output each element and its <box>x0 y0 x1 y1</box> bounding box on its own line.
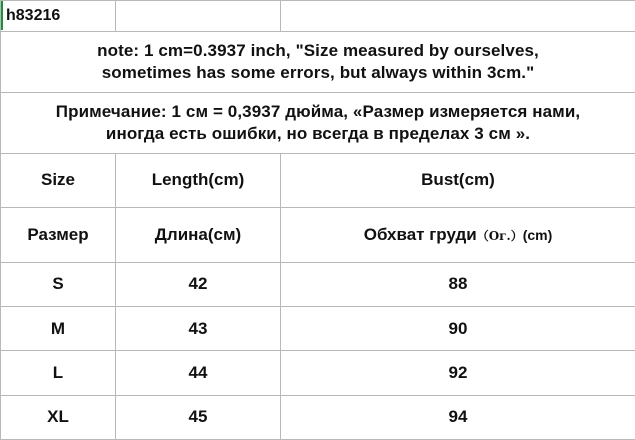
header-bust: Bust(cm) <box>281 153 635 208</box>
product-code: h83216 <box>6 6 61 24</box>
header-ru-size: Размер <box>1 208 116 263</box>
note-en-line-2: sometimes has some errors, but always within 3cm." <box>101 62 535 82</box>
bust-cell: 90 <box>281 307 635 351</box>
header-length: Length(cm) <box>116 153 281 208</box>
size-cell: XL <box>1 395 116 439</box>
header-ru-bust <box>281 208 635 263</box>
size-cell: S <box>1 262 116 306</box>
cell-selection-marker <box>1 1 3 30</box>
table-row <box>1 262 635 306</box>
size-cell: M <box>1 307 116 351</box>
length-cell: 44 <box>116 351 281 395</box>
header-ru-row <box>1 208 635 263</box>
note-en-line-1: note: 1 cm=0.3937 inch, "Size measured by ourselves, <box>97 40 539 60</box>
table-row <box>1 351 635 395</box>
bust-cell: 92 <box>281 351 635 395</box>
header-en-row <box>1 153 635 208</box>
product-code-cell <box>1 1 116 32</box>
size-cell: L <box>1 351 116 395</box>
header-size: Size <box>1 153 116 208</box>
table-row <box>1 395 635 439</box>
length-cell: 43 <box>116 307 281 351</box>
empty-cell <box>116 1 281 32</box>
length-cell: 42 <box>116 262 281 306</box>
header-ru-bust-abbr: （Ог.） <box>476 228 523 243</box>
table-row <box>1 307 635 351</box>
note-ru-line-1: Примечание: 1 см = 0,3937 дюйма, «Размер измеряется нами, <box>55 101 581 121</box>
note-ru-cell <box>1 92 635 153</box>
product-code-row <box>1 1 635 32</box>
header-ru-bust-unit: (cm) <box>522 226 553 243</box>
bust-cell: 88 <box>281 262 635 306</box>
header-ru-bust-label: Обхват груди <box>363 224 477 244</box>
note-en-cell <box>1 31 635 92</box>
empty-cell <box>281 1 635 32</box>
note-ru-row <box>1 92 635 153</box>
note-en-row <box>1 31 635 92</box>
length-cell: 45 <box>116 395 281 439</box>
bust-cell: 94 <box>281 395 635 439</box>
note-ru-line-2: иногда есть ошибки, но всегда в пределах 3 см ». <box>105 123 531 143</box>
header-ru-length: Длина(см) <box>116 208 281 263</box>
